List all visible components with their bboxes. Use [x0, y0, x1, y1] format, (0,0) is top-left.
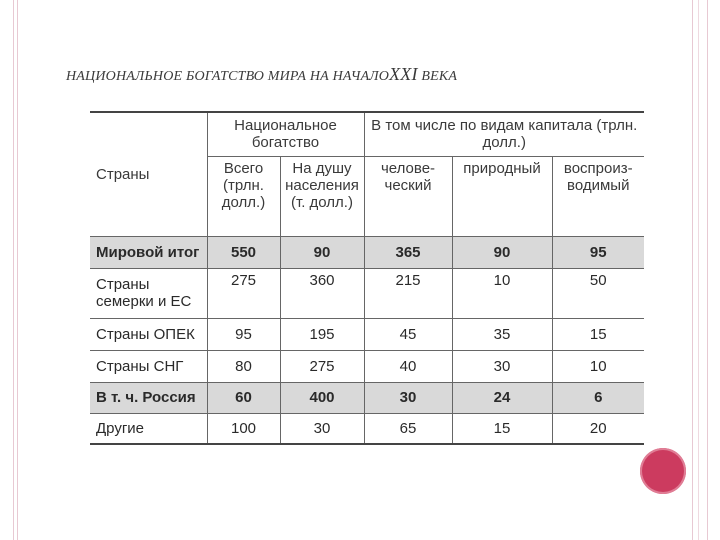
cell-country: Другие	[90, 413, 207, 444]
cell-per-capita: 195	[280, 318, 364, 350]
cell-country: Мировой итог	[90, 236, 207, 268]
cell-human: 365	[364, 236, 452, 268]
cell-human: 215	[364, 268, 452, 318]
header-national-wealth: Национальное богатство	[207, 112, 364, 156]
cell-per-capita: 30	[280, 413, 364, 444]
cell-human: 40	[364, 350, 452, 382]
cell-reproducible: 6	[552, 382, 644, 413]
cell-reproducible: 10	[552, 350, 644, 382]
cell-natural: 30	[452, 350, 552, 382]
cell-human: 30	[364, 382, 452, 413]
header-human: челове-ческий	[364, 156, 452, 236]
title-text-main: НАЦИОНАЛЬНОЕ БОГАТСТВО МИРА НА НАЧАЛО	[66, 69, 390, 84]
cell-reproducible: 50	[552, 268, 644, 318]
table-row	[90, 236, 644, 268]
table-row	[90, 382, 644, 413]
cell-reproducible: 15	[552, 318, 644, 350]
table-row	[90, 318, 644, 350]
header-reproducible: воспроиз-водимый	[552, 156, 644, 236]
cell-natural: 90	[452, 236, 552, 268]
cell-total: 550	[207, 236, 280, 268]
cell-natural: 10	[452, 268, 552, 318]
cell-country: Страны СНГ	[90, 350, 207, 382]
cell-per-capita: 275	[280, 350, 364, 382]
title-text-century: XXI	[389, 64, 418, 84]
cell-total: 80	[207, 350, 280, 382]
title-text-end: ВЕКА	[417, 69, 458, 84]
cell-human: 65	[364, 413, 452, 444]
table-row	[90, 350, 644, 382]
slide-frame-right	[692, 0, 708, 540]
table-header-row-1	[90, 112, 644, 156]
header-countries: Страны	[90, 112, 207, 236]
cell-natural: 15	[452, 413, 552, 444]
cell-natural: 35	[452, 318, 552, 350]
cell-country: В т. ч. Россия	[90, 382, 207, 413]
cell-country: Страны семерки и ЕС	[90, 268, 207, 318]
cell-human: 45	[364, 318, 452, 350]
decorative-circle	[640, 448, 686, 494]
national-wealth-table	[90, 111, 644, 445]
cell-total: 100	[207, 413, 280, 444]
table-row	[90, 268, 644, 318]
table-row	[90, 413, 644, 444]
cell-per-capita: 400	[280, 382, 364, 413]
cell-per-capita: 360	[280, 268, 364, 318]
cell-per-capita: 90	[280, 236, 364, 268]
slide-frame-left	[13, 0, 18, 540]
header-natural: природный	[452, 156, 552, 236]
cell-natural: 24	[452, 382, 552, 413]
header-total: Всего (трлн. долл.)	[207, 156, 280, 236]
cell-reproducible: 20	[552, 413, 644, 444]
header-per-capita: На душу населения (т. долл.)	[280, 156, 364, 236]
cell-reproducible: 95	[552, 236, 644, 268]
cell-total: 95	[207, 318, 280, 350]
header-by-capital-type: В том числе по видам капитала (трлн. долл.)	[364, 112, 644, 156]
slide-frame-right-line	[698, 0, 699, 540]
cell-total: 275	[207, 268, 280, 318]
cell-total: 60	[207, 382, 280, 413]
slide-title	[66, 64, 457, 85]
cell-country: Страны ОПЕК	[90, 318, 207, 350]
